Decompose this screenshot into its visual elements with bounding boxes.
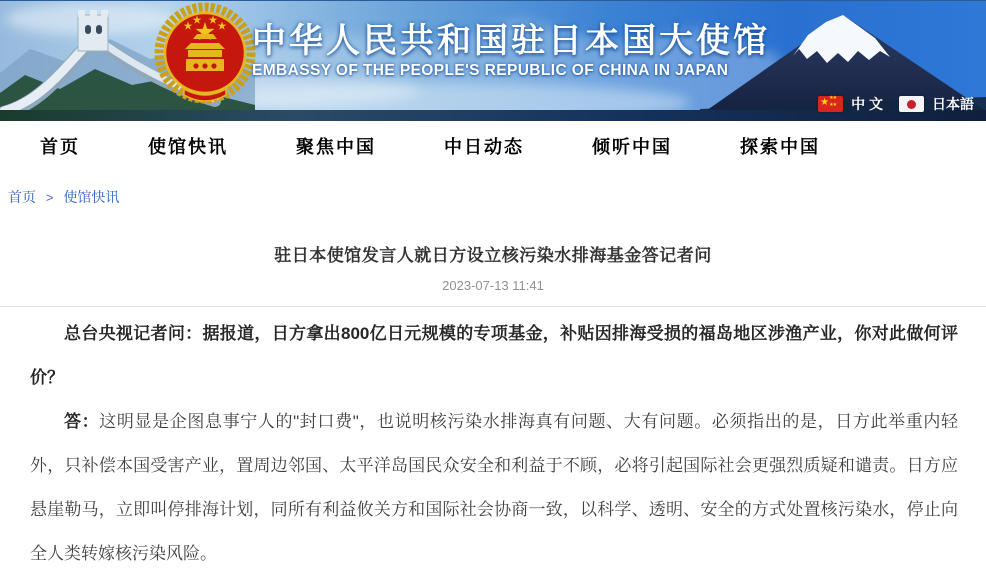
article-header [0, 208, 986, 307]
language-chinese[interactable] [818, 94, 883, 114]
breadcrumb-current[interactable]: 使馆快讯 [63, 189, 120, 205]
answer-text: 这明显是企图息事宁人的"封口费"，也说明核污染水排海真有问题、大有问题。必须指出的是，日方此举重内轻外，只补偿本国受害产业，置周边邻国、太平洋岛国民众安全和利益于不顾，必将引起国际社会更强烈质疑和谴责。日方应悬崖勒马，立即叫停排海计划，同所有利益攸关方和国际社会协商一致，以科学、透明、安全的方式处置核污染水，停止向全人类转嫁核污染风险。 [30, 412, 959, 563]
question-text: 总台央视记者问：据报道，日方拿出800亿日元规模的专项基金，补贴因排海受损的福岛地区涉渔产业，你对此做何评价？ [30, 324, 958, 387]
language-bar [818, 94, 974, 114]
language-chinese-label: 中 文 [851, 96, 883, 112]
main-nav [0, 121, 986, 170]
nav-item-explore-china[interactable]: 探索中国 [740, 136, 820, 157]
breadcrumb [0, 170, 986, 208]
question-paragraph [30, 312, 958, 400]
answer-label: 答： [64, 412, 100, 431]
article-date: 2023-07-13 11:41 [442, 278, 544, 293]
nav-item-listen-china[interactable]: 倾听中国 [592, 136, 672, 157]
answer-paragraph [30, 400, 958, 576]
nav-item-home[interactable]: 首页 [40, 136, 80, 157]
japanese-flag-icon [899, 96, 924, 112]
breadcrumb-home[interactable]: 首页 [8, 189, 36, 205]
nav-item-focus-china[interactable]: 聚焦中国 [296, 136, 376, 157]
article [0, 208, 986, 576]
article-title: 驻日本使馆发言人就日方设立核污染水排海基金答记者问 [274, 246, 712, 265]
nav-item-embassy-news[interactable]: 使馆快讯 [148, 136, 228, 157]
nav-item-china-japan[interactable]: 中日动态 [444, 136, 524, 157]
embassy-title-english: EMBASSY OF THE PEOPLE'S REPUBLIC OF CHINA IN JAPAN [252, 62, 729, 79]
article-body [0, 307, 986, 576]
breadcrumb-separator: > [45, 190, 54, 205]
banner-titles [252, 23, 770, 80]
language-japanese-label: 日本語 [932, 96, 974, 112]
chinese-flag-icon: ★ ★★ ★★ [818, 96, 843, 112]
language-japanese[interactable] [899, 94, 974, 114]
banner [0, 0, 986, 121]
embassy-title-chinese: 中华人民共和国驻日本国大使馆 [252, 22, 770, 60]
